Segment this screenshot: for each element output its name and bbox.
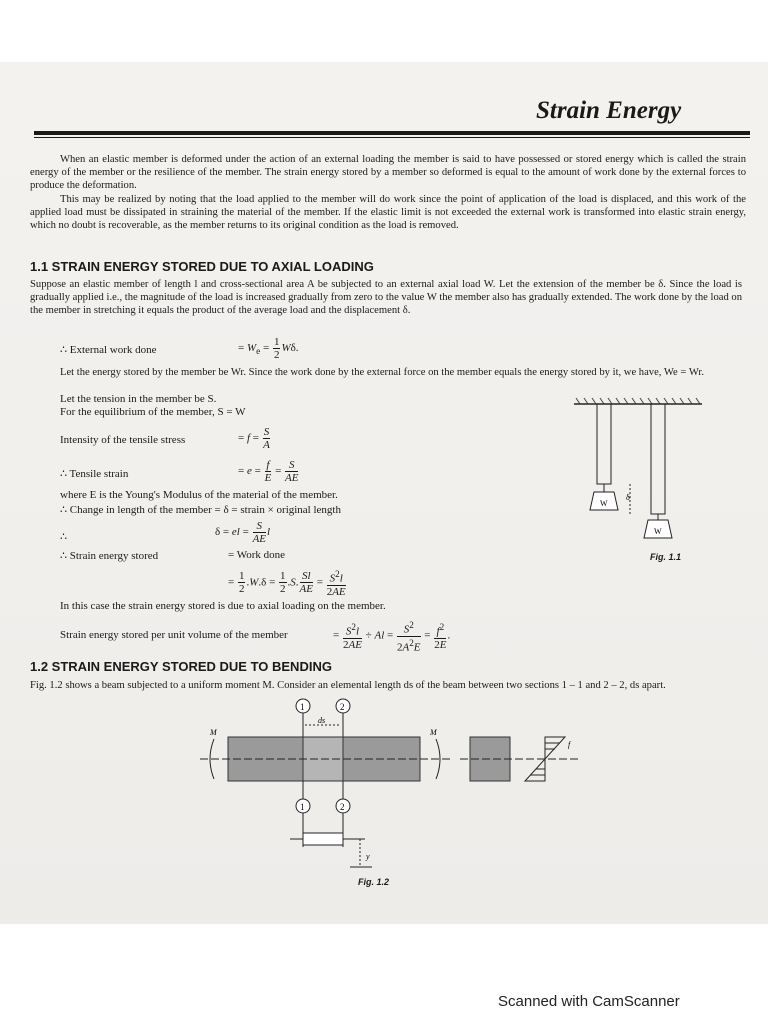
intro-paragraph-2: This may be realized by noting that the load applied to the member will do work since the point of application of the load is displaced, and this work of the applied load must be dissipated in straining the material of the member. If the elastic limit is not exceeded the external work is transformed into elastic strain energy, which no doubt is recoverable, as the member returns to its original condition as the load is removed. <box>30 194 746 232</box>
section-1-2-paragraph: Fig. 1.2 shows a beam subjected to a uniform moment M. Consider an elemental length ds of the beam between two sections 1 – 1 and 2 – 2, ds apart. <box>30 680 666 691</box>
section-heading-1-1: 1.1 STRAIN ENERGY STORED DUE TO AXIAL LOADING <box>30 259 374 274</box>
weight-label-1: W <box>600 499 608 508</box>
stress-equation: = f = $\frac{S}{A}$ <box>238 426 270 451</box>
young-modulus-line: where E is the Young's Modulus of the material of the member. <box>60 489 338 501</box>
figure-1-2-caption: Fig. 1.2 <box>358 877 390 887</box>
energy-stored-paragraph: Let the energy stored by the member be Wr. Since the work done by the external force on the member equals the energy stored by it, we have, We = Wr. <box>60 367 705 378</box>
strain-energy-equation: = $\frac{1}{2}$ .W.δ = $\frac{1}{2}$ .S. $\frac{Sl}{AE}$ = $\frac{S^2l}{2AE}$ <box>228 569 346 598</box>
ceiling-hatch <box>574 398 702 404</box>
tensile-strain-equation: = e = $\frac{f}{E}$ = $\frac{S}{AE}$ <box>238 459 299 484</box>
work-done-text: = Work done <box>228 549 286 561</box>
figure-1-1-caption: Fig. 1.1 <box>650 552 682 562</box>
intro-paragraph-1: When an elastic member is deformed under the action of an external loading the member is said to have possessed or stored energy which is called the strain energy of the member or the resilience of the member. The strain energy stored by a member so deformed is equal to the amount of work done by the external forces to produce the deformation. <box>30 154 746 192</box>
bar-extended <box>651 404 665 514</box>
bar-original <box>597 404 611 484</box>
ds-label: ds <box>318 716 326 725</box>
tensile-strain-label: ∴ Tensile strain <box>60 468 129 480</box>
weight-label-2: W <box>654 527 662 536</box>
figure-1-1 <box>570 396 710 546</box>
unit-volume-label: Strain energy stored per unit volume of the member <box>60 629 288 641</box>
external-work-label: ∴ External work done <box>60 344 157 356</box>
svg-text:2: 2 <box>340 702 345 712</box>
moment-label-left: M <box>210 728 217 737</box>
y-label: y <box>366 852 370 861</box>
stress-label: Intensity of the tensile stress <box>60 434 186 446</box>
svg-text:1: 1 <box>300 802 305 812</box>
equilibrium-line: For the equilibrium of the member, S = W <box>60 406 246 418</box>
strain-energy-label: ∴ Strain energy stored <box>60 550 159 562</box>
delta-label: δ <box>626 493 630 502</box>
stress-label-f: f <box>568 740 571 749</box>
section-heading-1-2: 1.2 STRAIN ENERGY STORED DUE TO BENDING <box>30 659 332 674</box>
figure-1-2 <box>200 695 580 895</box>
title-rule-thick <box>34 131 750 135</box>
delta-equation: δ = el = $\frac{S}{AE}$ l <box>215 520 271 545</box>
therefore-symbol: ∴ <box>60 531 67 543</box>
unit-volume-equation: = $\frac{S^2l}{2AE}$ ÷ Al = $\frac{S^2}{2A^2E}$ = $\frac{f^2}{2E}$ . <box>333 620 451 654</box>
section-1-1-paragraph: Suppose an elastic member of length l and cross-sectional area A be subjected to an external axial load W. Let the extension of the member be δ. Since the load is gradually applied i.e., the magnitude of the load is increased gradually from zero to the value W the member also has gradually extended. The work done by the load on the member in stretching it equals the product of the average load and the displacement δ. <box>30 279 742 317</box>
page-title: Strain Energy <box>536 97 682 124</box>
elemental-strip <box>303 833 343 845</box>
change-in-length-line: ∴ Change in length of the member = δ = strain × original length <box>60 504 341 516</box>
external-work-equation: = $W_e$ = $\frac{1}{2}$ Wδ. <box>238 336 299 361</box>
axial-conclusion-line: In this case the strain energy stored is due to axial loading on the member. <box>60 600 386 612</box>
svg-text:1: 1 <box>300 702 305 712</box>
svg-text:2: 2 <box>340 802 345 812</box>
tension-line: Let the tension in the member be S. <box>60 393 217 405</box>
moment-label-right: M <box>430 728 437 737</box>
title-rule-thin <box>34 137 750 138</box>
camscanner-watermark: Scanned with CamScanner <box>498 993 680 1010</box>
